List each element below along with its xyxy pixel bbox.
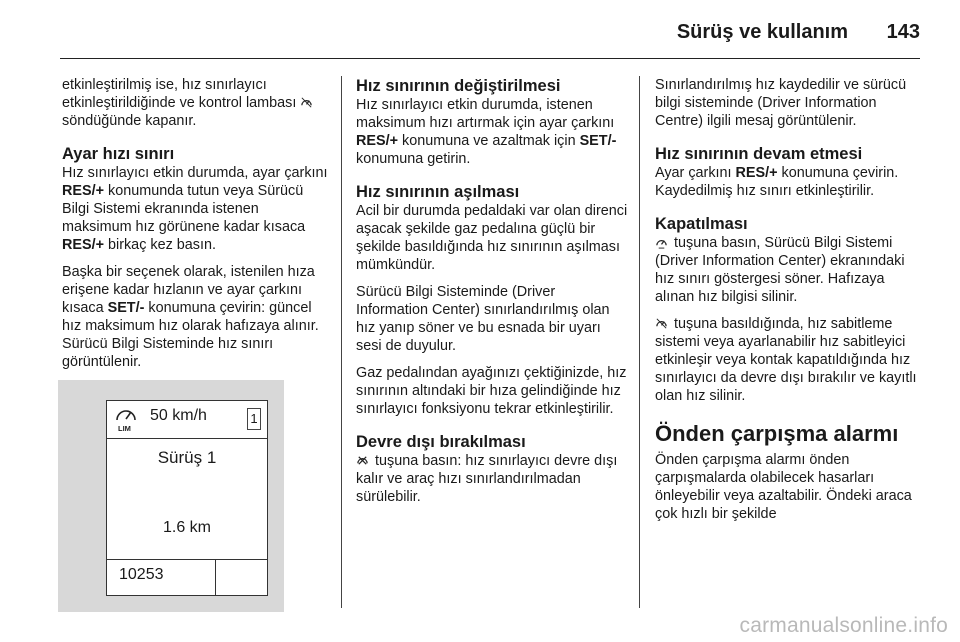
header-rule xyxy=(60,58,920,59)
paragraph: tuşuna basıldığında, hız sabitleme sistemi veya ayarlanabilir hız sabitleyici etkinleşir veya kontak kapatıldığında hız sınırlayıcı da devre dışı bırakılır ve kayıtlı olan hız silinir. xyxy=(655,316,917,404)
section-heading: Hız sınırının devam etmesi xyxy=(655,145,863,163)
column-2 xyxy=(356,76,628,515)
dic-display-figure xyxy=(58,380,284,612)
paragraph: Hız sınırlayıcı etkin durumda, ayar çarkını RES/+ konumunda tutun veya Sürücü Bilgi Sistemi ekranında istenen maksimum hız görünene kadar kısaca RES/+ birkaç kez basın. xyxy=(62,165,328,253)
dic-divider xyxy=(215,560,216,595)
speed-limiter-button-icon xyxy=(655,236,668,249)
paragraph: etkinleştirilmiş ise, hız sınırlayıcı etkinleştirildiğinde ve kontrol lambası söndüğünde kapanır. xyxy=(62,76,328,130)
paragraph: Başka bir seçenek olarak, istenilen hıza erişene kadar hızlanın ve ayar çarkını kısaca SET/- konumuna çevirin: güncel hız maksimum hız olarak hafızaya alınır. Sürücü Bilgi Sisteminde hız sınırı görüntülenir. xyxy=(62,264,319,370)
speed-limiter-off-icon xyxy=(356,454,369,467)
paragraph: Ayar çarkını RES/+ konumuna çevirin. Kaydedilmiş hız sınırı etkinleştirilir. xyxy=(655,165,899,199)
page-header xyxy=(60,18,920,60)
section-heading: Hız sınırının aşılması xyxy=(356,183,520,201)
section-title: Önden çarpışma alarmı xyxy=(655,421,899,446)
paragraph: Gaz pedalından ayağınızı çektiğinizde, hız sınırının altındaki bir hıza gelindiğinde hız sınırlayıcı fonksiyonu tekrar etkinleştirilir. xyxy=(356,365,627,417)
dic-panel xyxy=(106,400,268,596)
dic-badge: 1 xyxy=(247,408,261,430)
dic-panel-bottom xyxy=(107,559,267,595)
speed-limiter-lim-icon xyxy=(111,404,141,434)
paragraph: Hız sınırlayıcı etkin durumda, istenen maksimum hızı artırmak için ayar çarkını RES/+ konumuna ve azaltmak için SET/- konumuna getirin. xyxy=(356,97,617,167)
section-heading: Devre dışı bırakılması xyxy=(356,433,526,451)
section-heading: Hız sınırının değiştirilmesi xyxy=(356,77,561,95)
speed-limiter-lamp-icon xyxy=(300,96,313,109)
dic-speed: 50 km/h xyxy=(150,407,207,424)
dic-panel-top xyxy=(107,401,267,439)
dic-distance: 1.6 km xyxy=(162,519,211,536)
paragraph: Önden çarpışma alarmı önden çarpışmalarda olabilecek hasarları önleyebilir veya azaltabilir. Öndeki araca çok hızlı bir şekilde xyxy=(655,452,912,522)
dic-gear: Sürüş 1 xyxy=(157,448,217,467)
page-number: 143 xyxy=(886,21,920,43)
column-divider xyxy=(639,76,640,608)
column-1 xyxy=(62,76,328,612)
dic-odometer: 10253 xyxy=(119,566,164,583)
paragraph: tuşuna basın: hız sınırlayıcı devre dışı kalır ve araç hızı sınırlandırılmadan sürülebilir. xyxy=(356,453,618,505)
paragraph: Sürücü Bilgi Sisteminde (Driver Information Center) sınırlandırılmış olan hız yanıp söner ve bu esnada bir uyarı sesi de duyulur. xyxy=(356,284,610,354)
section-heading: Ayar hızı sınırı xyxy=(62,145,175,163)
svg-text:LIM: LIM xyxy=(118,424,131,433)
watermark: carmanualsonline.info xyxy=(739,614,948,637)
column-3 xyxy=(655,76,927,532)
paragraph: Sınırlandırılmış hız kaydedilir ve sürücü bilgi sisteminde (Driver Information Centre) ilgili mesaj görüntülenir. xyxy=(655,77,907,129)
paragraph: tuşuna basın, Sürücü Bilgi Sistemi (Driver Information Center) ekranındaki hız sınırı göstergesi söner. Hafızaya alınan hız bilgisi silinir. xyxy=(655,235,905,305)
paragraph: Acil bir durumda pedaldaki var olan direnci aşacak şekilde gaz pedalına güçlü bir şekilde basıldığında hız sınırının aşılması mümkündür. xyxy=(356,203,628,273)
speed-limiter-lamp-icon xyxy=(655,317,668,330)
page-title: Sürüş ve kullanım xyxy=(676,21,848,43)
section-heading: Kapatılması xyxy=(655,215,748,233)
column-divider xyxy=(341,76,342,608)
